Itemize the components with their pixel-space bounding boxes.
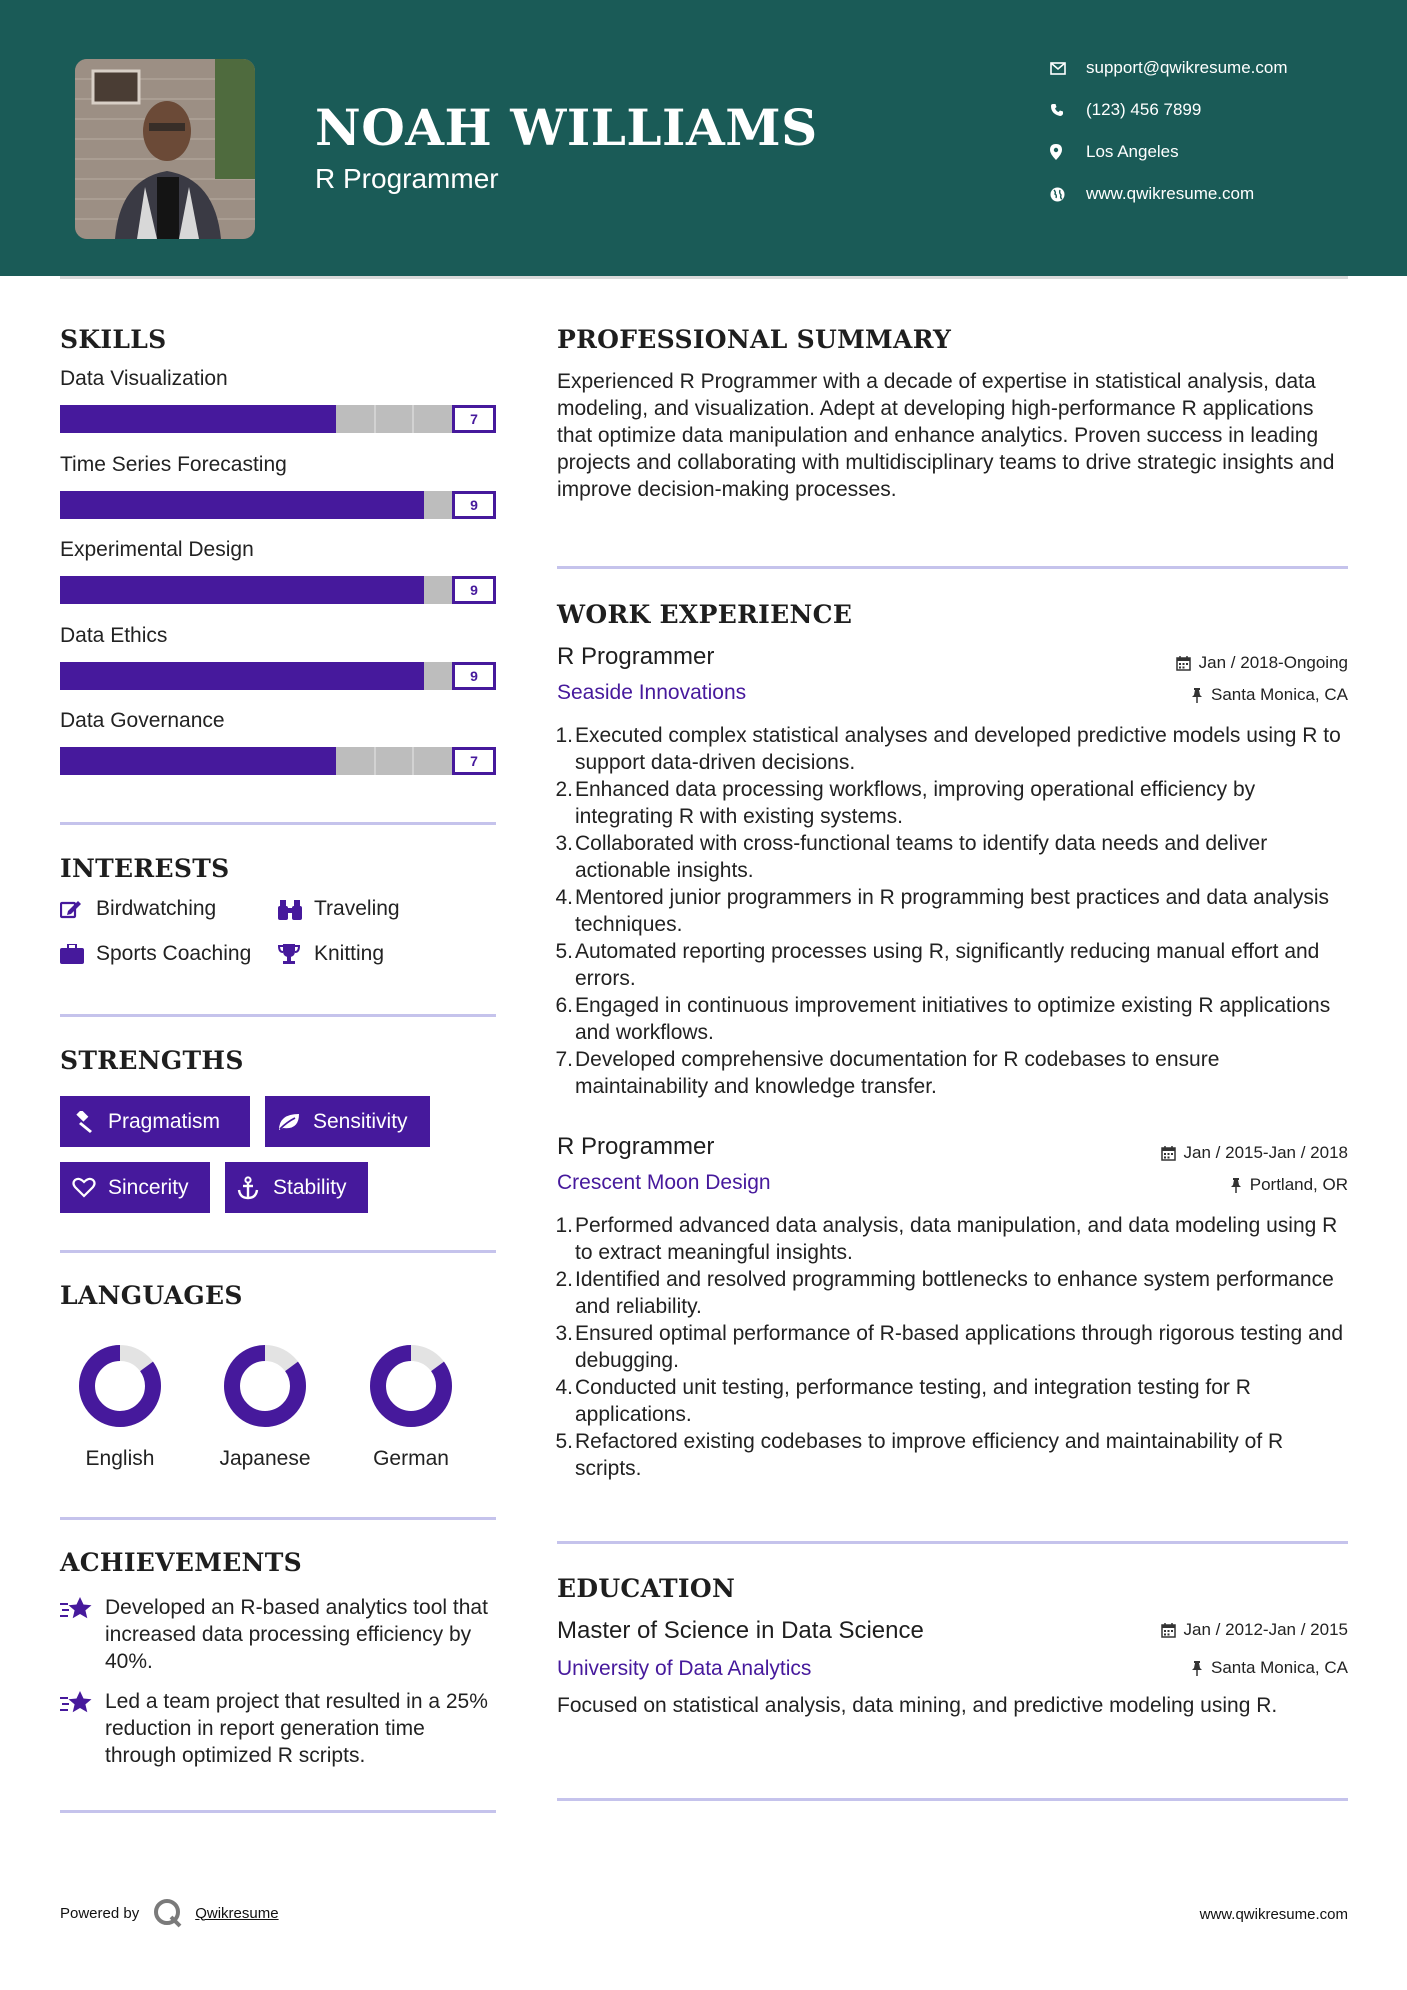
pushpin-icon	[1191, 688, 1203, 703]
skill-level-bar	[60, 405, 496, 433]
job-bullet-text: Executed complex statistical analyses and developed predictive models using R to support data-driven decisions.	[575, 724, 1341, 774]
star-icon	[60, 1688, 105, 1769]
job-dates-text: Jan / 2018-Ongoing	[1198, 653, 1348, 672]
pushpin-icon	[1191, 1661, 1203, 1676]
job-bullet-text: Conducted unit testing, performance testing, and integration testing for R applications.	[575, 1376, 1251, 1426]
header-divider	[60, 276, 1348, 279]
pushpin-icon	[1230, 1178, 1242, 1193]
strength-chip	[60, 1096, 250, 1147]
interests-divider	[60, 1014, 496, 1017]
trophy-icon	[278, 943, 314, 965]
strength-chip	[225, 1162, 368, 1213]
job-bullet-number: 2.	[555, 778, 573, 801]
job-bullet	[555, 992, 1355, 1046]
job-bullet	[555, 938, 1355, 992]
skill-level-value: 7	[452, 405, 496, 433]
skill-level-bar	[60, 576, 496, 604]
map-pin-icon	[1050, 144, 1086, 160]
language-label: Japanese	[219, 1447, 311, 1470]
job-company: Seaside Innovations	[557, 681, 747, 704]
job-bullet-number: 2.	[555, 1268, 573, 1291]
strength-chip	[60, 1162, 210, 1213]
job-bullet	[555, 1212, 1355, 1266]
language-proficiency-ring	[366, 1341, 456, 1431]
strength-label: Sincerity	[108, 1175, 189, 1199]
language-proficiency-ring	[220, 1341, 310, 1431]
job-bullet	[555, 884, 1355, 938]
skills-heading: SKILLS	[60, 325, 167, 354]
languages-heading: LANGUAGES	[60, 1281, 243, 1310]
achievement-item	[60, 1594, 500, 1675]
job-bullet-text: Performed advanced data analysis, data manipulation, and data modeling using R to extract meaningful insights.	[575, 1214, 1338, 1264]
language-label: German	[373, 1447, 449, 1470]
strength-label: Pragmatism	[108, 1109, 221, 1133]
skill-name: Data Governance	[60, 709, 225, 732]
job-bullet-number: 4.	[555, 1376, 573, 1399]
achievement-text: Led a team project that resulted in a 25% reduction in report generation time through optimized R scripts.	[105, 1690, 488, 1767]
skill-level-fill	[60, 747, 336, 775]
anchor-icon	[237, 1176, 273, 1200]
edit-icon	[60, 899, 96, 919]
interest-label: Sports Coaching	[96, 942, 252, 965]
job-bullet-number: 1.	[555, 724, 573, 747]
job-bullet-text: Ensured optimal performance of R-based applications through rigorous testing and debugging.	[575, 1322, 1344, 1372]
qwikresume-link[interactable]: Qwikresume	[195, 1904, 279, 1922]
strengths-heading: STRENGTHS	[60, 1046, 244, 1075]
contact-location	[1050, 142, 1370, 162]
interest-label: Birdwatching	[96, 897, 217, 920]
job-bullet	[555, 1320, 1355, 1374]
contact-email[interactable]	[1050, 58, 1370, 78]
skill-name: Data Ethics	[60, 624, 168, 647]
job-title: R Programmer	[557, 1133, 715, 1160]
candidate-name: NOAH WILLIAMS	[315, 98, 818, 157]
binoculars-icon	[278, 898, 314, 920]
skill-level-value: 9	[452, 662, 496, 690]
education-school: University of Data Analytics	[557, 1657, 812, 1680]
powered-by	[60, 1898, 279, 1928]
job-location	[1230, 1175, 1348, 1195]
job-bullet-text: Mentored junior programmers in R programming best practices and data analysis techniques.	[575, 886, 1330, 936]
job-location	[1191, 685, 1348, 705]
experience-divider	[557, 1541, 1348, 1544]
contact-website[interactable]	[1050, 184, 1370, 204]
job-bullet-number: 5.	[555, 1430, 573, 1453]
gavel-icon	[72, 1111, 108, 1133]
job-bullet	[555, 722, 1355, 776]
interest-item	[278, 897, 400, 921]
powered-by-text: Powered by	[60, 1904, 140, 1922]
skill-level-fill	[60, 662, 424, 690]
skill-level-bar	[60, 662, 496, 690]
job-bullet-list	[555, 1212, 1355, 1482]
skill-segment-divider	[374, 747, 376, 775]
contact-phone-text: (123) 456 7899	[1086, 100, 1202, 119]
calendar-icon	[1161, 1623, 1176, 1638]
skill-level-value: 7	[452, 747, 496, 775]
interest-label: Traveling	[314, 897, 400, 920]
job-bullet-text: Automated reporting processes using R, significantly reducing manual effort and errors.	[575, 940, 1320, 990]
job-bullet	[555, 830, 1355, 884]
calendar-icon	[1176, 656, 1191, 671]
profile-photo	[75, 59, 255, 239]
job-bullet-number: 1.	[555, 1214, 573, 1237]
languages-divider	[60, 1517, 496, 1520]
summary-divider	[557, 566, 1348, 569]
strength-label: Sensitivity	[313, 1109, 408, 1133]
skill-level-bar	[60, 747, 496, 775]
skill-segment-divider	[374, 405, 376, 433]
globe-icon	[1050, 187, 1086, 202]
language-proficiency-ring	[75, 1341, 165, 1431]
achievement-text: Developed an R-based analytics tool that increased data processing efficiency by 40%.	[105, 1596, 488, 1673]
job-bullet-number: 3.	[555, 1322, 573, 1345]
education-degree: Master of Science in Data Science	[557, 1617, 924, 1644]
skill-level-value: 9	[452, 491, 496, 519]
education-dates-text: Jan / 2012-Jan / 2015	[1183, 1620, 1348, 1639]
education-text: Focused on statistical analysis, data mining, and predictive modeling using R.	[557, 1694, 1278, 1717]
experience-heading: WORK EXPERIENCE	[557, 600, 853, 629]
skill-segment-divider	[412, 747, 414, 775]
summary-heading: PROFESSIONAL SUMMARY	[557, 325, 952, 354]
achievements-heading: ACHIEVEMENTS	[60, 1548, 302, 1577]
job-location-text: Santa Monica, CA	[1210, 685, 1348, 704]
briefcase-icon	[60, 944, 96, 964]
education-dates	[1161, 1620, 1348, 1640]
job-bullet-text: Developed comprehensive documentation for R codebases to ensure maintainability and knowledge transfer.	[575, 1048, 1220, 1098]
skill-level-bar	[60, 491, 496, 519]
skill-level-fill	[60, 491, 424, 519]
job-bullet	[555, 1428, 1355, 1482]
job-dates-text: Jan / 2015-Jan / 2018	[1183, 1143, 1348, 1162]
job-company: Crescent Moon Design	[557, 1171, 771, 1194]
strengths-divider	[60, 1250, 496, 1253]
job-bullet-number: 3.	[555, 832, 573, 855]
job-location-text: Portland, OR	[1249, 1175, 1348, 1194]
skill-level-fill	[60, 576, 424, 604]
candidate-title: R Programmer	[315, 163, 499, 194]
interests-heading: INTERESTS	[60, 854, 230, 883]
job-bullet	[555, 1266, 1355, 1320]
footer-website[interactable]: www.qwikresume.com	[1199, 1906, 1348, 1923]
skill-level-value: 9	[452, 576, 496, 604]
contact-email-text: support@qwikresume.com	[1086, 58, 1288, 77]
job-bullet	[555, 776, 1355, 830]
job-bullet	[555, 1046, 1355, 1100]
interest-item	[60, 897, 216, 921]
calendar-icon	[1161, 1146, 1176, 1161]
job-title: R Programmer	[557, 643, 715, 670]
job-bullet-text: Collaborated with cross-functional teams to identify data needs and deliver actionable insights.	[575, 832, 1268, 882]
star-icon	[60, 1594, 105, 1675]
contact-website-text: www.qwikresume.com	[1086, 184, 1255, 203]
heart-icon	[72, 1177, 108, 1198]
strength-chip	[265, 1096, 430, 1147]
job-bullet-number: 5.	[555, 940, 573, 963]
education-heading: EDUCATION	[557, 1574, 736, 1603]
education-location-text: Santa Monica, CA	[1210, 1658, 1348, 1677]
job-bullet	[555, 1374, 1355, 1428]
achievements-divider	[60, 1810, 496, 1813]
job-bullet-text: Identified and resolved programming bottlenecks to enhance system performance and reliability.	[575, 1268, 1334, 1318]
interest-label: Knitting	[314, 942, 385, 965]
language-label: English	[85, 1447, 155, 1470]
skill-name: Time Series Forecasting	[60, 453, 287, 476]
job-dates	[1176, 653, 1348, 673]
contact-location-text: Los Angeles	[1086, 142, 1179, 161]
interest-item	[60, 942, 251, 966]
skill-level-fill	[60, 405, 336, 433]
strength-label: Stability	[273, 1175, 347, 1199]
job-bullet-number: 6.	[555, 994, 573, 1017]
job-bullet-list	[555, 722, 1355, 1100]
phone-icon	[1050, 103, 1086, 117]
education-divider	[557, 1798, 1348, 1801]
summary-text: Experienced R Programmer with a decade of expertise in statistical analysis, data modeling, and visualization. Adept at developing high-performance R applications that optimize data manipulation and enhance analytics. Proven success in leading projects and collaborating with multidisciplinary teams to drive strategic insights and improve decision-making processes.	[557, 370, 1335, 501]
skill-segment-divider	[412, 405, 414, 433]
job-bullet-text: Engaged in continuous improvement initiatives to optimize existing R applications and workflows.	[575, 994, 1331, 1044]
qwikresume-logo-icon	[153, 1898, 183, 1928]
skill-name: Experimental Design	[60, 538, 254, 561]
job-dates	[1161, 1143, 1348, 1163]
job-bullet-text: Refactored existing codebases to improve efficiency and maintainability of R scripts.	[575, 1430, 1284, 1480]
leaf-icon	[277, 1112, 313, 1132]
job-bullet-number: 4.	[555, 886, 573, 909]
skill-name: Data Visualization	[60, 367, 228, 390]
envelope-icon	[1050, 62, 1086, 75]
achievement-item	[60, 1688, 500, 1769]
skills-divider	[60, 822, 496, 825]
education-location	[1191, 1658, 1348, 1678]
interest-item	[278, 942, 384, 966]
contact-phone[interactable]	[1050, 100, 1370, 120]
job-bullet-number: 7.	[555, 1048, 573, 1071]
resume-header	[0, 0, 1407, 276]
job-bullet-text: Enhanced data processing workflows, improving operational efficiency by integrating R with existing systems.	[575, 778, 1256, 828]
